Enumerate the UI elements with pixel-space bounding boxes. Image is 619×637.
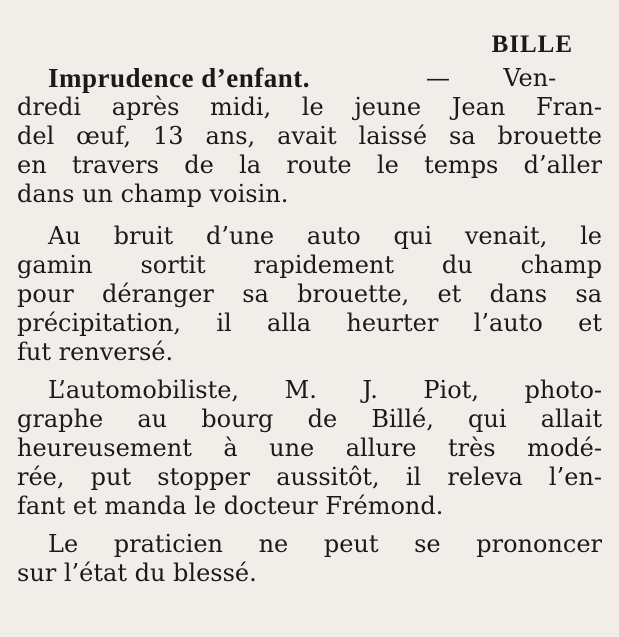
text-line-content: dans un champ voisin. [17, 180, 289, 208]
text-line-content: sur l’état du blessé. [17, 559, 257, 587]
text-line-content: heureusement à une allure très modé- [17, 434, 602, 462]
text-line-content: L’automobiliste, M. J. Piot, photo- [48, 376, 602, 404]
text-line-content: graphe au bourg de Billé, qui allait [17, 405, 602, 433]
text-line [0, 434, 619, 463]
text-line-content: — Ven- [426, 64, 557, 92]
text-line-content: del œuf, 13 ans, avait laissé sa brouette [17, 122, 602, 150]
text-line-content: fut renversé. [17, 338, 174, 366]
text-line [0, 251, 619, 280]
text-line [0, 151, 619, 180]
text-line [0, 405, 619, 434]
text-line [0, 93, 619, 122]
article-lead: Imprudence d’enfant. [48, 63, 311, 93]
text-line-content: dredi après midi, le jeune Jean Fran- [17, 93, 602, 121]
text-line-content: en travers de la route le temps d’aller [17, 151, 602, 179]
text-line-content: pour déranger sa brouette, et dans sa [17, 280, 602, 308]
text-line-content: rée, put stopper aussitôt, il releva l’en- [17, 463, 602, 491]
text-line-content: Au bruit d’une auto qui venait, le [48, 222, 602, 250]
text-line-content: Le praticien ne peut se prononcer [48, 530, 602, 558]
section-heading: BILLE [491, 31, 573, 58]
text-line [0, 280, 619, 309]
text-line-content: fant et manda le docteur Frémond. [17, 492, 444, 520]
text-line [0, 222, 619, 251]
text-line [0, 122, 619, 151]
text-line [0, 463, 619, 492]
text-line [0, 530, 619, 559]
text-line [0, 64, 619, 93]
text-line [0, 338, 619, 367]
text-line [0, 309, 619, 338]
text-line-content: précipitation, il alla heurter l’auto et [17, 309, 602, 337]
text-line [0, 376, 619, 405]
text-line [0, 492, 619, 521]
text-line [0, 559, 619, 588]
text-line [0, 180, 619, 209]
text-line-content: gamin sortit rapidement du champ [17, 251, 602, 279]
